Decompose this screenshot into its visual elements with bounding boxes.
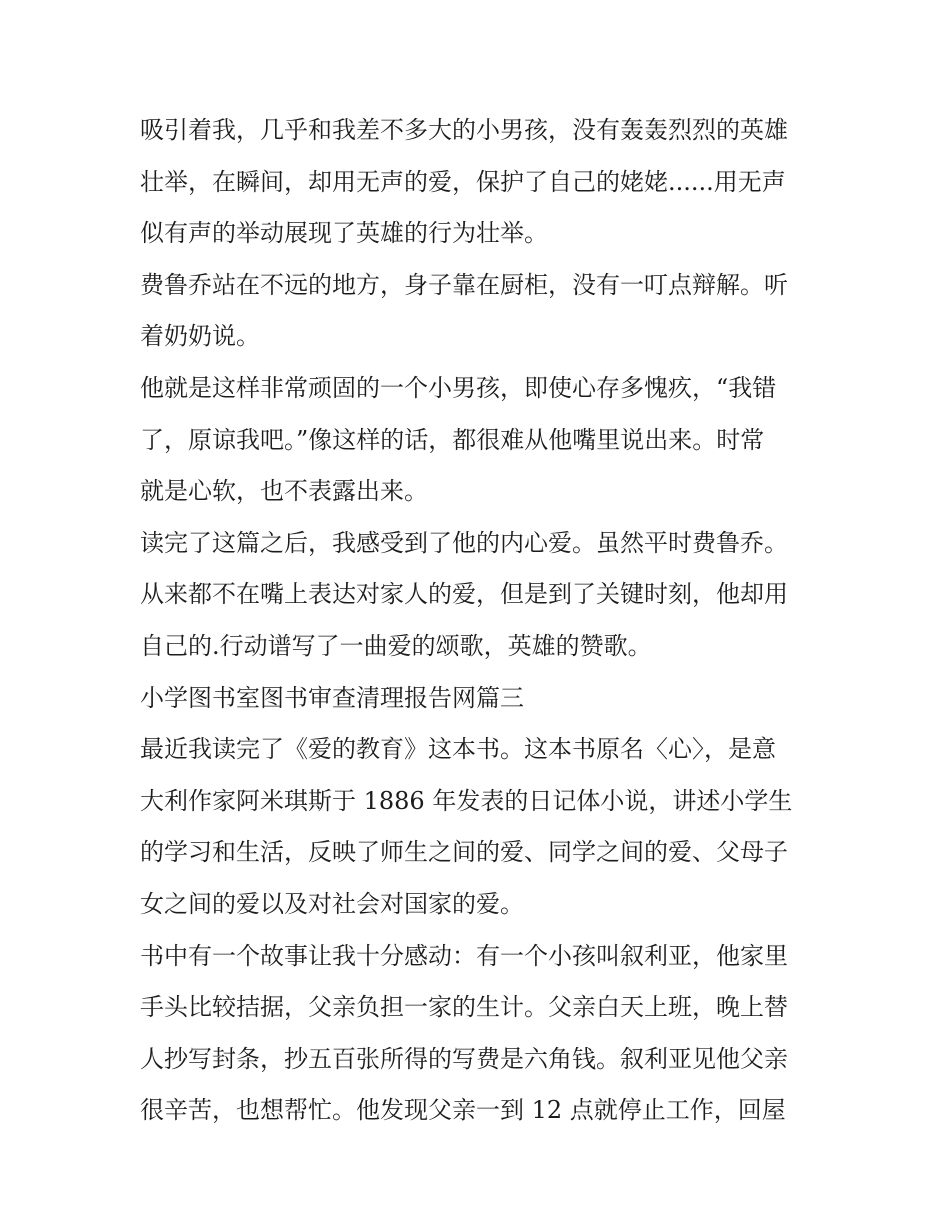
text-line: 吸引着我，几乎和我差不多大的小男孩，没有轰轰烈烈的英雄: [140, 116, 788, 144]
text-line: 自己的.行动谱写了一曲爱的颂歌，英雄的赞歌。: [140, 631, 652, 660]
text-line: 他就是这样非常顽固的一个小男孩，即使心存多愧疚，“我错: [140, 373, 777, 402]
text-line: 大利作家阿米琪斯于 1886 年发表的日记体小说，讲述小学生: [140, 786, 793, 815]
text-line: 着奶奶说。: [140, 322, 260, 351]
text-line: 似有声的举动展现了英雄的行为壮举。: [140, 219, 548, 248]
text-line: 了，原谅我吧。”像这样的话，都很难从他嘴里说出来。时常: [140, 425, 765, 454]
document-body: [140, 108, 820, 1140]
text-line: 的学习和生活，反映了师生之间的爱、同学之间的爱、父母子: [140, 838, 788, 867]
text-line: 很辛苦，也想帮忙。他发现父亲一到 12 点就停止工作，回屋: [140, 1096, 786, 1125]
text-line: 从来都不在嘴上表达对家人的爱，但是到了关键时刻，他却用: [140, 580, 788, 609]
text-line: 女之间的爱以及对社会对国家的爱。: [140, 889, 524, 918]
text-line: 壮举，在瞬间，却用无声的爱，保护了自己的姥姥......用无声: [140, 167, 786, 196]
text-line: 手头比较拮据，父亲负担一家的生计。父亲白天上班，晚上替: [140, 993, 788, 1022]
text-line: 读完了这篇之后，我感受到了他的内心爱。虽然平时费鲁乔。: [140, 528, 788, 557]
text-line: 书中有一个故事让我十分感动：有一个小孩叫叙利亚，他家里: [140, 941, 788, 970]
text-line: 人抄写封条，抄五百张所得的写费是六角钱。叙利亚见他父亲: [140, 1044, 788, 1073]
text-line: 最近我读完了《爱的教育》这本书。这本书原名〈心〉，是意: [140, 735, 776, 764]
section-heading: 小学图书室图书审查清理报告网篇三: [140, 683, 524, 712]
text-line: 就是心软，也不表露出来。: [140, 477, 428, 506]
text-line: 费鲁乔站在不远的地方，身子靠在厨柜，没有一叮点辩解。听: [140, 270, 788, 299]
